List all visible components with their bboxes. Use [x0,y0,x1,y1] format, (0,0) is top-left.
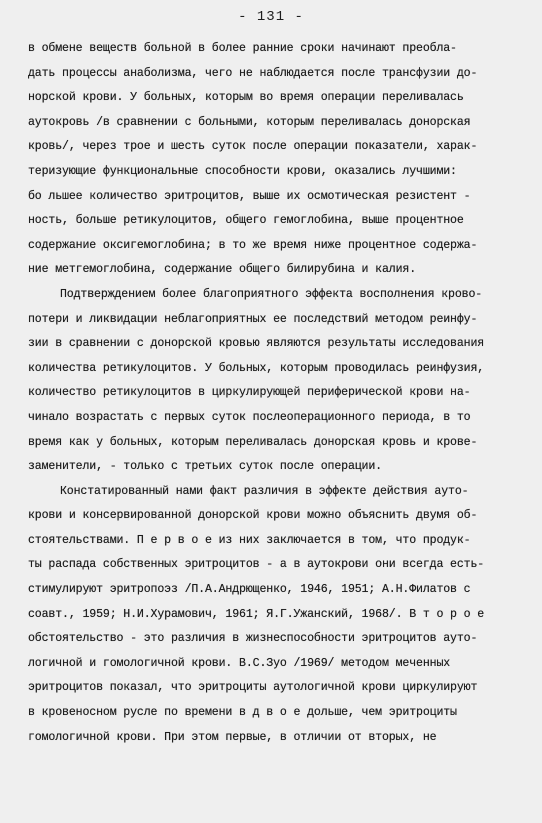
text-line: аутокровь /в сравнении с больными, которым переливалась донорская [28,115,471,129]
text-line: ты распада собственных эритроцитов - а в аутокрови они всегда есть- [28,558,485,572]
text-line: теризующие функциональные способности крови, оказались лучшими: [28,164,457,178]
text-line: стимулируют эритропоэз /П.А.Андрющенко, 1946, 1951; А.Н.Филатов с [28,583,471,597]
text-line: потери и ликвидации неблагоприятных ее последствий методом реинфу- [28,312,478,326]
body-text [28,37,524,750]
text-line: стоятельствами. П е р в о е из них заключается в том, что продук- [28,533,471,547]
text-line: количество ретикулоцитов в циркулирующей периферической крови на- [28,386,471,400]
text-line: заменители, - только с третьих суток после операции. [28,460,382,474]
text-line: логичной и гомологичной крови. В.С.Зуо /1969/ методом меченных [28,656,451,670]
page-number: - 131 - [238,9,304,25]
text-line: количества ретикулоцитов. У больных, которым проводилась реинфузия, [28,361,485,375]
text-line: содержание оксигемоглобина; в то же время ниже процентное содержа- [28,238,478,252]
text-line: бо льшее количество эритроцитов, выше их осмотическая резистент - [28,189,471,203]
text-line: кровь/, через трое и шесть суток после операции показатели, харак- [28,140,478,154]
text-line: Констатированный нами факт различия в эффекте действия ауто- [60,484,469,498]
text-line: в обмене веществ больной в более ранние сроки начинают преобла- [28,42,457,55]
text-line: чинало возрастать с первых суток послеоперационного периода, в то [28,410,471,424]
text-line: дать процессы анаболизма, чего не наблюдается после трансфузии до- [28,66,478,80]
text-line: время как у больных, которым переливалась донорская кровь и крове- [28,435,478,449]
text-line: ность, больше ретикулоцитов, общего гемоглобина, выше процентное [28,214,464,228]
text-line: обстоятельство - это различия в жизнеспособности эритроцитов ауто- [28,632,478,646]
text-line: в кровеносном русле по времени в д в о е дольше, чем эритроциты [28,706,457,720]
text-line: крови и консервированной донорской крови можно объяснить двумя об- [28,509,478,523]
text-line: Подтверждением более благоприятного эффекта восполнения крово- [60,287,483,301]
text-line: норской крови. У больных, которым во время операции переливалась [28,91,464,105]
text-line: ние метгемоглобина, содержание общего билирубина и калия. [28,263,417,277]
text-line: эритроцитов показал, что эритроциты аутологичной крови циркулируют [28,681,478,695]
text-line: соавт., 1959; Н.И.Хурамович, 1961; Я.Г.Ужанский, 1968/. В т о р о е [28,607,485,621]
text-line: зии в сравнении с донорской кровью являются результаты исследования [28,337,485,351]
text-line: гомологичной крови. При этом первые, в отличии от вторых, не [28,730,437,744]
